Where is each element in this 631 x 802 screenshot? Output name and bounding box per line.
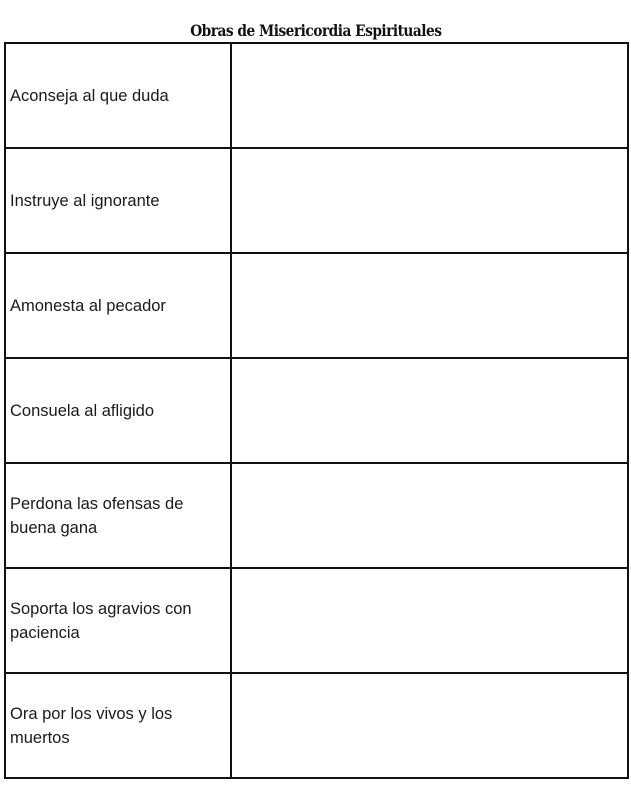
answer-cell[interactable]: [231, 43, 628, 148]
answer-cell[interactable]: [231, 148, 628, 253]
table-row: [5, 43, 628, 148]
answer-cell[interactable]: [231, 463, 628, 568]
row-label: Instruye al ignorante: [5, 148, 231, 253]
answer-cell[interactable]: [231, 568, 628, 673]
row-label: Soporta los agravios con paciencia: [5, 568, 231, 673]
row-label: Aconseja al que duda: [5, 43, 231, 148]
row-label: Perdona las ofensas de buena gana: [5, 463, 231, 568]
row-label: Consuela al afligido: [5, 358, 231, 463]
page-title: Obras de Misericordia Espirituales: [190, 21, 442, 40]
table-row: [5, 568, 628, 673]
row-label: Ora por los vivos y los muertos: [5, 673, 231, 778]
answer-cell[interactable]: [231, 673, 628, 778]
answer-cell[interactable]: [231, 358, 628, 463]
table-row: [5, 358, 628, 463]
works-of-mercy-table: [4, 42, 629, 779]
table-row: [5, 253, 628, 358]
table-row: [5, 463, 628, 568]
row-label: Amonesta al pecador: [5, 253, 231, 358]
answer-cell[interactable]: [231, 253, 628, 358]
table-row: [5, 673, 628, 778]
table-row: [5, 148, 628, 253]
